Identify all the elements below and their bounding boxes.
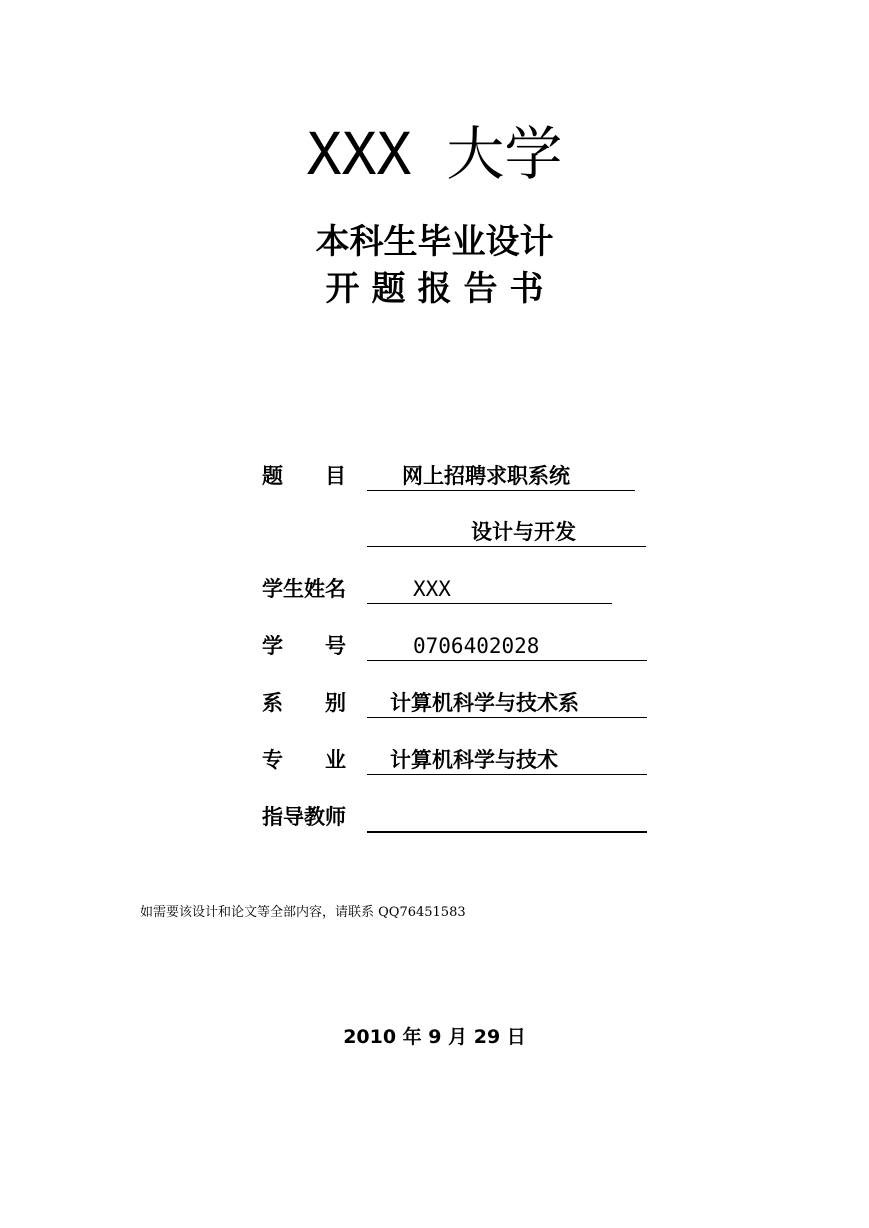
student-name-value: XXX	[413, 577, 451, 601]
major-label	[262, 746, 357, 774]
department-value: 计算机科学与技术系	[390, 691, 579, 715]
topic-value-1: 网上招聘求职系统	[402, 464, 570, 488]
document-title-line1: 本科生毕业设计	[315, 222, 554, 262]
student-id-value: 0706402028	[413, 634, 540, 658]
student-id-line	[367, 632, 647, 661]
department-label-text: 系 别	[262, 691, 346, 715]
document-title-line2: 开题报告书	[325, 269, 556, 309]
advisor-line	[367, 803, 647, 833]
student-id-label-text: 学 号	[262, 634, 346, 658]
university-title: XXX 大学	[306, 120, 563, 188]
topic-line-1	[367, 462, 635, 491]
student-name-label	[262, 575, 357, 603]
advisor-label-text: 指导教师	[262, 805, 346, 829]
topic-label	[262, 462, 357, 490]
contact-note: 如需要该设计和论文等全部内容，请联系 QQ76451583	[140, 905, 466, 920]
student-id-label	[262, 632, 357, 660]
topic-value-2: 设计与开发	[471, 520, 576, 544]
student-name-label-text: 学生姓名	[262, 577, 346, 601]
advisor-label	[262, 803, 357, 831]
department-line	[367, 689, 647, 718]
major-value: 计算机科学与技术	[390, 748, 558, 772]
topic-line-2	[367, 518, 646, 547]
report-date: 2010 年 9 月 29 日	[343, 1026, 526, 1048]
student-name-line	[367, 575, 612, 604]
major-label-text: 专 业	[262, 748, 346, 772]
department-label	[262, 689, 357, 717]
topic-label-text: 题 目	[262, 464, 346, 488]
major-line	[367, 746, 647, 775]
